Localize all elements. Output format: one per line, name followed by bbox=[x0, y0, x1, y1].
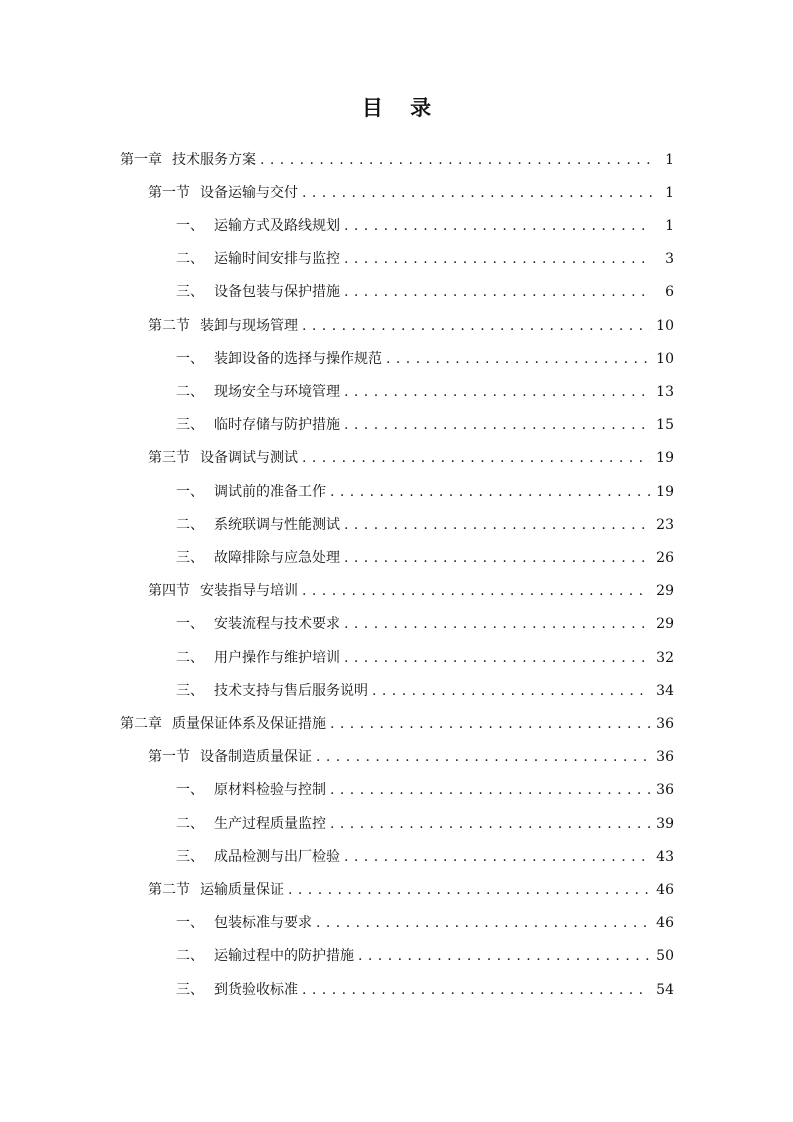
toc-entry[interactable] bbox=[148, 176, 674, 209]
toc-entry-number: 一、 bbox=[176, 217, 204, 234]
toc-entry-number: 二、 bbox=[176, 815, 204, 832]
toc-dot-leader bbox=[302, 317, 650, 335]
toc-entry-page-number: 3 bbox=[665, 251, 674, 268]
toc-entry-page-number: 19 bbox=[656, 483, 674, 500]
toc-dot-leader bbox=[344, 649, 650, 667]
toc-entry[interactable] bbox=[176, 907, 674, 940]
toc-entry-page-number: 1 bbox=[665, 184, 674, 201]
toc-entry[interactable] bbox=[148, 575, 674, 608]
toc-entry-title: 到货验收标准 bbox=[214, 981, 298, 998]
toc-entry-page-number: 23 bbox=[656, 516, 674, 533]
toc-dot-leader bbox=[260, 151, 652, 169]
toc-entry-page-number: 36 bbox=[656, 715, 674, 732]
toc-entry-page-number: 32 bbox=[656, 649, 674, 666]
toc-entry-page-number: 29 bbox=[656, 583, 674, 600]
toc-dot-leader bbox=[316, 914, 650, 932]
toc-entry-number: 三、 bbox=[176, 284, 204, 301]
toc-dot-leader bbox=[372, 682, 650, 700]
toc-entry-title: 运输方式及路线规划 bbox=[214, 217, 340, 234]
toc-entry-title: 设备包装与保护措施 bbox=[214, 284, 340, 301]
toc-entry[interactable] bbox=[148, 309, 674, 342]
toc-entry-number: 第二节 bbox=[148, 881, 190, 898]
toc-dot-leader bbox=[358, 947, 650, 965]
toc-entry[interactable] bbox=[176, 375, 674, 408]
toc-entry[interactable] bbox=[176, 774, 674, 807]
toc-entry-number: 三、 bbox=[176, 682, 204, 699]
toc-entry-number: 一、 bbox=[176, 483, 204, 500]
toc-dot-leader bbox=[344, 217, 652, 235]
toc-entry[interactable] bbox=[176, 409, 674, 442]
toc-entry-page-number: 29 bbox=[656, 616, 674, 633]
toc-entry-title: 现场安全与环境管理 bbox=[214, 383, 340, 400]
page-title: 目 录 bbox=[361, 95, 442, 120]
toc-dot-leader bbox=[330, 715, 650, 733]
toc-entry-page-number: 46 bbox=[656, 881, 674, 898]
toc-dot-leader bbox=[330, 781, 650, 799]
toc-entry-number: 二、 bbox=[176, 251, 204, 268]
toc-entry-title: 运输质量保证 bbox=[200, 881, 284, 898]
toc-entry[interactable] bbox=[148, 873, 674, 906]
toc-dot-leader bbox=[316, 748, 650, 766]
toc-entry-page-number: 19 bbox=[656, 450, 674, 467]
toc-entry-number: 一、 bbox=[176, 350, 204, 367]
toc-entry-title: 原材料检验与控制 bbox=[214, 782, 326, 799]
toc-entry-number: 第一章 bbox=[120, 151, 162, 168]
toc-dot-leader bbox=[344, 848, 650, 866]
toc-entry[interactable] bbox=[120, 707, 674, 740]
toc-dot-leader bbox=[288, 881, 650, 899]
toc-entry-title: 安装流程与技术要求 bbox=[214, 616, 340, 633]
toc-dot-leader bbox=[302, 184, 652, 202]
toc-entry-number: 二、 bbox=[176, 516, 204, 533]
toc-entry[interactable] bbox=[176, 209, 674, 242]
toc-entry-page-number: 46 bbox=[656, 915, 674, 932]
toc-dot-leader bbox=[344, 615, 650, 633]
toc-dot-leader bbox=[330, 483, 650, 501]
toc-entry-title: 系统联调与性能测试 bbox=[214, 516, 340, 533]
toc-dot-leader bbox=[302, 582, 650, 600]
toc-entry-number: 第二节 bbox=[148, 317, 190, 334]
toc-entry-number: 一、 bbox=[176, 915, 204, 932]
toc-entry-page-number: 6 bbox=[665, 284, 674, 301]
toc-entry-page-number: 15 bbox=[656, 417, 674, 434]
toc-entry-number: 第二章 bbox=[120, 715, 162, 732]
toc-entry[interactable] bbox=[176, 342, 674, 375]
toc-entry[interactable] bbox=[176, 243, 674, 276]
toc-entry-number: 第三节 bbox=[148, 450, 190, 467]
toc-entry-title: 临时存储与防护措施 bbox=[214, 417, 340, 434]
toc-dot-leader bbox=[344, 250, 652, 268]
toc-dot-leader bbox=[302, 981, 650, 999]
toc-entry-page-number: 13 bbox=[656, 383, 674, 400]
toc-entry-page-number: 36 bbox=[656, 782, 674, 799]
toc-dot-leader bbox=[386, 350, 650, 368]
toc-entry-title: 运输时间安排与监控 bbox=[214, 251, 340, 268]
toc-entry[interactable] bbox=[176, 641, 674, 674]
toc-entry-title: 技术服务方案 bbox=[172, 151, 256, 168]
toc-entry[interactable] bbox=[176, 674, 674, 707]
toc-entry[interactable] bbox=[148, 741, 674, 774]
toc-entry-number: 三、 bbox=[176, 417, 204, 434]
toc-entry-title: 技术支持与售后服务说明 bbox=[214, 682, 368, 699]
toc-entry-title: 设备运输与交付 bbox=[200, 184, 298, 201]
toc-entry-number: 第四节 bbox=[148, 583, 190, 600]
toc-dot-leader bbox=[344, 283, 652, 301]
toc-entry-number: 第一节 bbox=[148, 184, 190, 201]
toc-entry[interactable] bbox=[176, 276, 674, 309]
toc-entry-page-number: 54 bbox=[656, 981, 674, 998]
toc-dot-leader bbox=[330, 815, 650, 833]
toc-entry-page-number: 36 bbox=[656, 749, 674, 766]
toc-entry-page-number: 10 bbox=[656, 317, 674, 334]
toc-entry[interactable] bbox=[176, 840, 674, 873]
toc-entry[interactable] bbox=[120, 143, 674, 176]
toc-entry-number: 第一节 bbox=[148, 749, 190, 766]
toc-entry[interactable] bbox=[176, 475, 674, 508]
toc-entry-number: 三、 bbox=[176, 981, 204, 998]
toc-dot-leader bbox=[344, 516, 650, 534]
toc-entry[interactable] bbox=[176, 508, 674, 541]
toc-entry-title: 设备调试与测试 bbox=[200, 450, 298, 467]
toc-entry-number: 二、 bbox=[176, 948, 204, 965]
toc-entry-number: 一、 bbox=[176, 616, 204, 633]
toc-dot-leader bbox=[344, 549, 650, 567]
toc-entry-title: 生产过程质量监控 bbox=[214, 815, 326, 832]
toc-entry-page-number: 34 bbox=[656, 682, 674, 699]
toc-entry-title: 运输过程中的防护措施 bbox=[214, 948, 354, 965]
toc-entry-page-number: 10 bbox=[656, 350, 674, 367]
toc-entry-page-number: 43 bbox=[656, 848, 674, 865]
toc-entry-title: 设备制造质量保证 bbox=[200, 749, 312, 766]
toc-entry-number: 三、 bbox=[176, 549, 204, 566]
toc-entry-number: 二、 bbox=[176, 383, 204, 400]
toc-entry-title: 调试前的准备工作 bbox=[214, 483, 326, 500]
toc-entry[interactable] bbox=[176, 973, 674, 1006]
toc-entry-title: 质量保证体系及保证措施 bbox=[172, 715, 326, 732]
toc-entry[interactable] bbox=[176, 541, 674, 574]
toc-dot-leader bbox=[344, 416, 650, 434]
toc-entry-title: 装卸与现场管理 bbox=[200, 317, 298, 334]
toc-entry-number: 二、 bbox=[176, 649, 204, 666]
toc-entry-page-number: 39 bbox=[656, 815, 674, 832]
toc-entry-page-number: 50 bbox=[656, 948, 674, 965]
toc-entry-number: 三、 bbox=[176, 848, 204, 865]
toc-entry-title: 用户操作与维护培训 bbox=[214, 649, 340, 666]
toc-entry-title: 装卸设备的选择与操作规范 bbox=[214, 350, 382, 367]
toc-dot-leader bbox=[302, 449, 650, 467]
toc-entry-title: 安装指导与培训 bbox=[200, 583, 298, 600]
toc-entry-page-number: 26 bbox=[656, 549, 674, 566]
toc-entry[interactable] bbox=[176, 608, 674, 641]
toc-dot-leader bbox=[344, 383, 650, 401]
toc-entry-title: 成品检测与出厂检验 bbox=[214, 848, 340, 865]
toc-entry-title: 故障排除与应急处理 bbox=[214, 549, 340, 566]
toc-entry-page-number: 1 bbox=[665, 151, 674, 168]
toc-entry[interactable] bbox=[176, 807, 674, 840]
toc-entry-title: 包装标准与要求 bbox=[214, 915, 312, 932]
toc-entry[interactable] bbox=[148, 442, 674, 475]
toc-entry-number: 一、 bbox=[176, 782, 204, 799]
toc-entry[interactable] bbox=[176, 940, 674, 973]
toc-entry-page-number: 1 bbox=[665, 217, 674, 234]
